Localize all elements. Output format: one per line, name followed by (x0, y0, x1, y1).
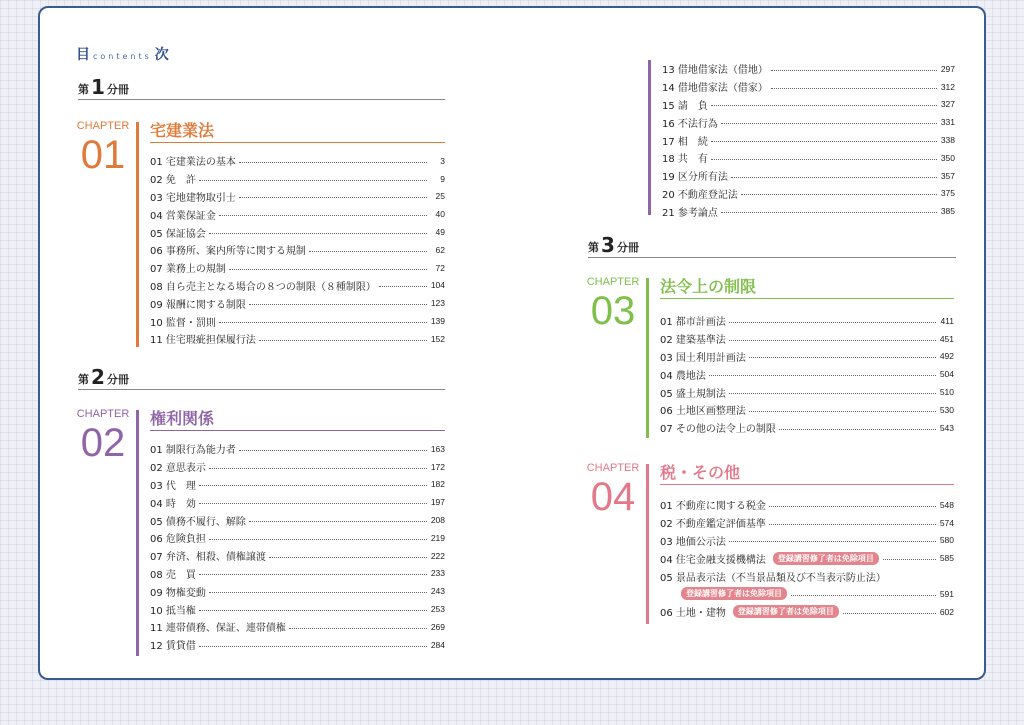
chapter-title: 法令上の制限 (660, 277, 757, 296)
entry-title: 06 土地区画整理法 (660, 406, 746, 418)
page-number: 139 (430, 316, 445, 327)
page-number: 62 (435, 244, 445, 255)
entry-title: 10 監督・罰則 (150, 317, 216, 329)
toc-entry[interactable] (150, 636, 445, 654)
toc-entry[interactable] (660, 603, 954, 621)
toc-entry[interactable] (660, 496, 954, 514)
dot-leader (209, 468, 427, 469)
entry-title: 03 代 理 (150, 480, 196, 492)
toc-entry[interactable] (662, 131, 955, 149)
page-number: 297 (940, 63, 955, 74)
exemption-badge: 登録講習修了者は免除項目 (681, 587, 787, 600)
entry-title: 03 宅地建物取引士 (150, 192, 236, 204)
entry-title: 06 土地・建物 (660, 608, 726, 620)
chapter-title: 権利関係 (150, 409, 215, 428)
page-number: 172 (430, 461, 445, 472)
page-number: 411 (940, 315, 954, 326)
chapter-bar (648, 60, 651, 215)
dot-leader (711, 105, 937, 106)
toc-entry[interactable] (662, 149, 955, 167)
chapter-02-continued-items (662, 60, 955, 220)
page-number: 219 (430, 532, 445, 543)
entry-title: 12 賃貸借 (150, 641, 196, 653)
dot-leader (249, 521, 427, 522)
dot-leader (749, 411, 936, 412)
toc-entry[interactable] (150, 312, 445, 330)
dot-leader (209, 539, 427, 540)
chapter-title-rule (150, 142, 445, 143)
exemption-badge: 登録講習修了者は免除項目 (773, 552, 879, 565)
toc-entry[interactable] (150, 493, 445, 511)
toc-entry[interactable] (660, 348, 954, 366)
entry-title: 03 地価公示法 (660, 536, 726, 548)
chapter-title-rule (150, 430, 445, 431)
dot-leader (199, 646, 427, 647)
dot-leader (199, 610, 427, 611)
page-number: 375 (940, 188, 955, 199)
page-number: 269 (430, 621, 445, 632)
dot-leader (771, 70, 937, 71)
entry-title: 17 相 続 (662, 136, 708, 148)
entry-title: 13 借地借家法（借地） (662, 65, 768, 77)
toc-entry[interactable] (660, 365, 954, 383)
page-number: 222 (430, 550, 445, 561)
toc-entry[interactable] (150, 277, 445, 295)
toc-entry[interactable] (662, 78, 955, 96)
chapter-bar (646, 464, 649, 624)
page-number: 243 (430, 586, 445, 597)
dot-leader (209, 233, 427, 234)
toc-entry[interactable] (660, 532, 954, 550)
entry-title: 06 事務所、案内所等に関する規制 (150, 246, 306, 258)
toc-entry[interactable] (150, 205, 445, 223)
dot-leader (199, 574, 427, 575)
page-number: 327 (940, 99, 955, 110)
toc-entry[interactable] (660, 330, 954, 348)
toc-entry[interactable] (150, 511, 445, 529)
page-number: 72 (435, 262, 445, 273)
chapter-title: 宅建業法 (150, 121, 215, 140)
dot-leader (219, 322, 427, 323)
page-number: 585 (939, 553, 954, 564)
chapter-bar (136, 122, 139, 347)
page-number: 197 (430, 497, 445, 508)
toc-entry[interactable] (150, 259, 445, 277)
dot-leader (249, 304, 427, 305)
page-number: 574 (939, 517, 954, 528)
chapter-title-rule (660, 484, 954, 485)
toc-entry[interactable] (660, 312, 954, 330)
volume-2-header: 第 2 分冊 (78, 368, 445, 390)
entry-title: 09 報酬に関する制限 (150, 299, 246, 311)
entry-title: 19 区分所有法 (662, 172, 728, 184)
dot-leader (199, 503, 427, 504)
entry-title: 01 都市計画法 (660, 317, 726, 329)
page-number: 591 (939, 588, 954, 599)
chapter-label: CHAPTER (586, 462, 640, 474)
page-number: 233 (430, 568, 445, 579)
chapter-number: 02 (80, 421, 126, 465)
page-number: 49 (435, 227, 445, 238)
volume-3-header: 第 3 分冊 (588, 236, 956, 258)
toc-heading: 目 contents 次 (76, 47, 169, 63)
toc-entry[interactable] (150, 170, 445, 188)
page-number: 602 (939, 606, 954, 617)
entry-title: 09 物権変動 (150, 587, 206, 599)
dot-leader (209, 592, 427, 593)
page-number: 253 (430, 604, 445, 615)
chapter-title-rule (660, 298, 954, 299)
toc-entry[interactable] (660, 567, 954, 585)
chapter-title: 税・その他 (660, 463, 741, 482)
entry-title: 02 不動産鑑定評価基準 (660, 519, 766, 531)
toc-entry[interactable] (662, 202, 955, 220)
dot-leader (771, 88, 937, 89)
entry-title: 10 抵当権 (150, 605, 196, 617)
toc-entry[interactable] (150, 330, 445, 348)
entry-title: 01 宅建業法の基本 (150, 157, 236, 169)
page-number: 9 (440, 173, 445, 184)
toc-entry[interactable] (150, 582, 445, 600)
entry-title: 01 不動産に関する税金 (660, 501, 766, 513)
page-number: 312 (940, 81, 955, 92)
dot-leader (199, 485, 427, 486)
dot-leader (259, 340, 427, 341)
dot-leader (269, 557, 427, 558)
page-number: 543 (939, 422, 954, 433)
entry-title: 16 不法行為 (662, 118, 718, 130)
toc-entry[interactable] (660, 585, 954, 603)
dot-leader (731, 177, 937, 178)
entry-title: 11 連帯債務、保証、連帯債権 (150, 623, 286, 635)
dot-leader (729, 541, 936, 542)
dot-leader (729, 393, 936, 394)
dot-leader (379, 286, 427, 287)
chapter-01-items (150, 152, 445, 348)
chapter-number: 03 (590, 289, 636, 333)
toc-entry[interactable] (150, 600, 445, 618)
toc-entry[interactable] (662, 185, 955, 203)
toc-entry[interactable] (150, 529, 445, 547)
page-number: 548 (939, 499, 954, 510)
dot-leader (239, 162, 427, 163)
toc-entry[interactable] (150, 188, 445, 206)
dot-leader (219, 215, 427, 216)
dot-leader (729, 340, 936, 341)
toc-entry[interactable] (150, 458, 445, 476)
page-number: 350 (940, 152, 955, 163)
chapter-02-items (150, 440, 445, 654)
entry-title: 07 その他の法令上の制限 (660, 424, 776, 436)
page-number: 510 (939, 387, 954, 398)
dot-leader (721, 123, 937, 124)
page-number: 492 (939, 351, 954, 362)
dot-leader (711, 159, 937, 160)
page-number: 25 (435, 191, 445, 202)
entry-title: 02 意思表示 (150, 463, 206, 475)
dot-leader (741, 194, 937, 195)
toc-entry[interactable] (150, 294, 445, 312)
page-number: 3 (440, 155, 445, 166)
entry-title: 04 住宅金融支援機構法 (660, 554, 766, 566)
page-number: 451 (939, 333, 954, 344)
page-number: 385 (940, 206, 955, 217)
entry-title: 05 盛土規制法 (660, 388, 726, 400)
entry-title: 07 弁済、相殺、債権譲渡 (150, 552, 266, 564)
chapter-label: CHAPTER (76, 408, 130, 420)
chapter-label: CHAPTER (76, 120, 130, 132)
entry-title: 04 営業保証金 (150, 210, 216, 222)
entry-title: 18 共 有 (662, 154, 708, 166)
dot-leader (769, 524, 936, 525)
toc-entry[interactable] (662, 60, 955, 78)
chapter-04-items (660, 496, 954, 621)
toc-entry[interactable] (150, 223, 445, 241)
entry-title: 20 不動産登記法 (662, 189, 738, 201)
dot-leader (749, 357, 936, 358)
toc-entry[interactable] (150, 152, 445, 170)
entry-title: 05 債務不履行、解除 (150, 516, 246, 528)
page-number: 284 (430, 639, 445, 650)
toc-entry[interactable] (662, 167, 955, 185)
toc-entry[interactable] (150, 241, 445, 259)
toc-entry[interactable] (150, 565, 445, 583)
exemption-badge: 登録講習修了者は免除項目 (733, 605, 839, 618)
page-number: 331 (940, 117, 955, 128)
entry-title: 08 売 買 (150, 569, 196, 581)
dot-leader (239, 450, 427, 451)
entry-title: 03 国土利用計画法 (660, 352, 746, 364)
toc-entry[interactable] (150, 476, 445, 494)
chapter-number: 01 (80, 133, 126, 177)
dot-leader (239, 197, 427, 198)
entry-title: 05 保証協会 (150, 228, 206, 240)
toc-entry[interactable] (150, 547, 445, 565)
dot-leader (199, 180, 427, 181)
toc-entry[interactable] (662, 113, 955, 131)
page-number: 104 (430, 280, 445, 291)
page-number: 123 (430, 298, 445, 309)
entry-title: 07 業務上の規制 (150, 264, 226, 276)
entry-title: 01 制限行為能力者 (150, 445, 236, 457)
chapter-bar (646, 278, 649, 438)
entry-title: 02 建築基準法 (660, 335, 726, 347)
chapter-03-items (660, 312, 954, 437)
entry-title: 11 住宅瑕疵担保履行法 (150, 335, 256, 347)
volume-1-header: 第 1 分冊 (78, 78, 445, 100)
toc-entry[interactable] (660, 419, 954, 437)
page-number: 357 (940, 170, 955, 181)
dot-leader (729, 322, 936, 323)
dot-leader (843, 613, 936, 614)
toc-entry[interactable] (660, 514, 954, 532)
page-number: 530 (939, 404, 954, 415)
toc-entry[interactable] (660, 401, 954, 419)
page-number: 40 (435, 209, 445, 220)
entry-title: 14 借地借家法（借家） (662, 83, 768, 95)
dot-leader (769, 506, 936, 507)
entry-title: 05 景品表示法（不当景品類及び不当表示防止法） (660, 572, 886, 584)
dot-leader (309, 251, 427, 252)
dot-leader (883, 559, 936, 560)
chapter-label: CHAPTER (586, 276, 640, 288)
page-number: 152 (430, 333, 445, 344)
dot-leader (709, 375, 936, 376)
dot-leader (711, 141, 937, 142)
chapter-number: 04 (590, 475, 636, 519)
entry-title: 06 危険負担 (150, 534, 206, 546)
dot-leader (721, 212, 937, 213)
toc-entry[interactable] (662, 96, 955, 114)
entry-title: 21 参考論点 (662, 207, 718, 219)
entry-title: 04 農地法 (660, 370, 706, 382)
page-number: 208 (430, 515, 445, 526)
entry-title: 04 時 効 (150, 498, 196, 510)
page-number: 182 (430, 479, 445, 490)
page-number: 580 (939, 535, 954, 546)
toc-entry[interactable] (660, 383, 954, 401)
dot-leader (289, 628, 427, 629)
toc-entry[interactable] (150, 440, 445, 458)
toc-entry[interactable] (150, 618, 445, 636)
entry-title: 08 自ら売主となる場合の８つの制限（８種制限） (150, 281, 376, 293)
dot-leader (229, 269, 427, 270)
dot-leader (791, 595, 936, 596)
toc-entry[interactable] (660, 549, 954, 567)
page-number: 163 (430, 443, 445, 454)
dot-leader (779, 429, 936, 430)
chapter-bar (136, 410, 139, 656)
page-number: 338 (940, 135, 955, 146)
page-number: 504 (939, 369, 954, 380)
entry-title: 15 請 負 (662, 100, 708, 112)
entry-title: 02 免 許 (150, 175, 196, 187)
